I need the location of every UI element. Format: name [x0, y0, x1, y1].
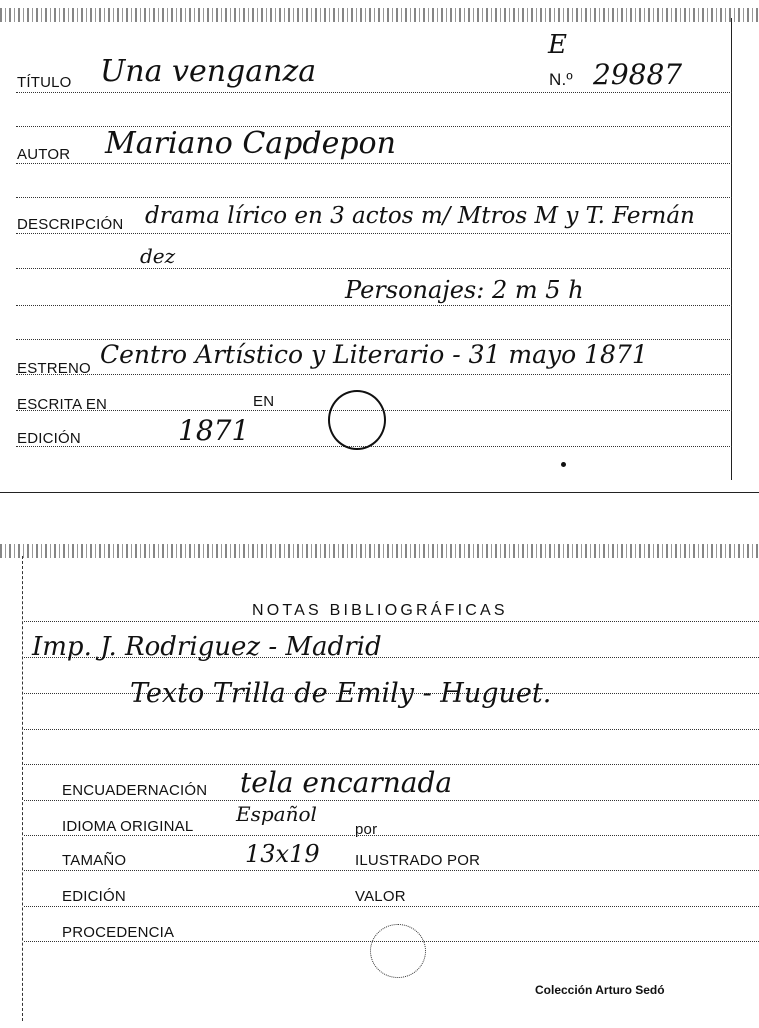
escrita-en-en-label: EN [253, 393, 275, 410]
descripcion-label: DESCRIPCIÓN [17, 216, 124, 233]
edicion-label: EDICIÓN [62, 888, 126, 905]
idioma-original-value: Español [236, 802, 317, 826]
tamano-label: TAMAÑO [62, 852, 127, 869]
rule-line [16, 446, 732, 447]
rule-line [16, 268, 732, 269]
estreno-value: Centro Artístico y Literario - 31 mayo 1871 [100, 340, 648, 369]
rule-line [16, 92, 732, 93]
estreno-label: ESTRENO [17, 360, 91, 377]
titulo-label: TÍTULO [17, 74, 72, 91]
autor-label: AUTOR [17, 146, 71, 163]
idioma-original-label: IDIOMA ORIGINAL [62, 818, 194, 835]
descripcion-line2: dez [140, 244, 176, 268]
catalog-card-front [0, 0, 759, 495]
por-label: por [355, 821, 378, 838]
numero-value: 29887 [593, 58, 683, 91]
notes-line1: Imp. J. Rodriguez - Madrid [32, 632, 382, 662]
collection-footer: Colección Arturo Sedó [535, 983, 665, 997]
encuadernacion-label: ENCUADERNACIÓN [62, 782, 208, 799]
rule-line [24, 835, 759, 836]
catalog-card-back [0, 540, 759, 1028]
notes-line2: Texto Trilla de Emily - Huguet. [130, 678, 552, 709]
rule-line [16, 305, 732, 306]
edicion-label: EDICIÓN [17, 430, 81, 447]
valor-label: VALOR [355, 888, 406, 905]
encuadernacion-value: tela encarnada [240, 766, 453, 799]
rule-line [16, 163, 732, 164]
rule-line [24, 800, 759, 801]
numero-label: N.º [549, 70, 573, 89]
rule-line [24, 621, 759, 622]
card-top-edge [0, 544, 759, 558]
autor-value: Mariano Capdepon [105, 126, 396, 161]
procedencia-label: PROCEDENCIA [62, 924, 175, 941]
titulo-value: Una venganza [100, 54, 317, 89]
rule-line [16, 233, 732, 234]
rule-line [24, 729, 759, 730]
rule-line [24, 906, 759, 907]
card-top-edge [0, 8, 759, 22]
card-bottom-edge [0, 492, 759, 493]
rule-line [16, 374, 732, 375]
rule-line [24, 764, 759, 765]
notas-heading: NOTAS BIBLIOGRÁFICAS [252, 602, 508, 619]
stamp-circle [328, 390, 386, 450]
tamano-value: 13x19 [245, 840, 320, 868]
rule-line [16, 197, 732, 198]
ilustrado-por-label: ILUSTRADO POR [355, 852, 481, 869]
escrita-en-label: ESCRITA EN [17, 396, 108, 413]
descripcion-line1: drama lírico en 3 actos m/ Mtros M y T. Fernán [145, 203, 695, 229]
ink-dot [561, 462, 566, 467]
stamp-circle [370, 924, 426, 978]
card-left-border [22, 556, 23, 1021]
rule-line [24, 870, 759, 871]
catalog-mark: E [548, 30, 567, 60]
descripcion-line3: Personajes: 2 m 5 h [345, 276, 584, 304]
edicion-value: 1871 [178, 414, 250, 447]
